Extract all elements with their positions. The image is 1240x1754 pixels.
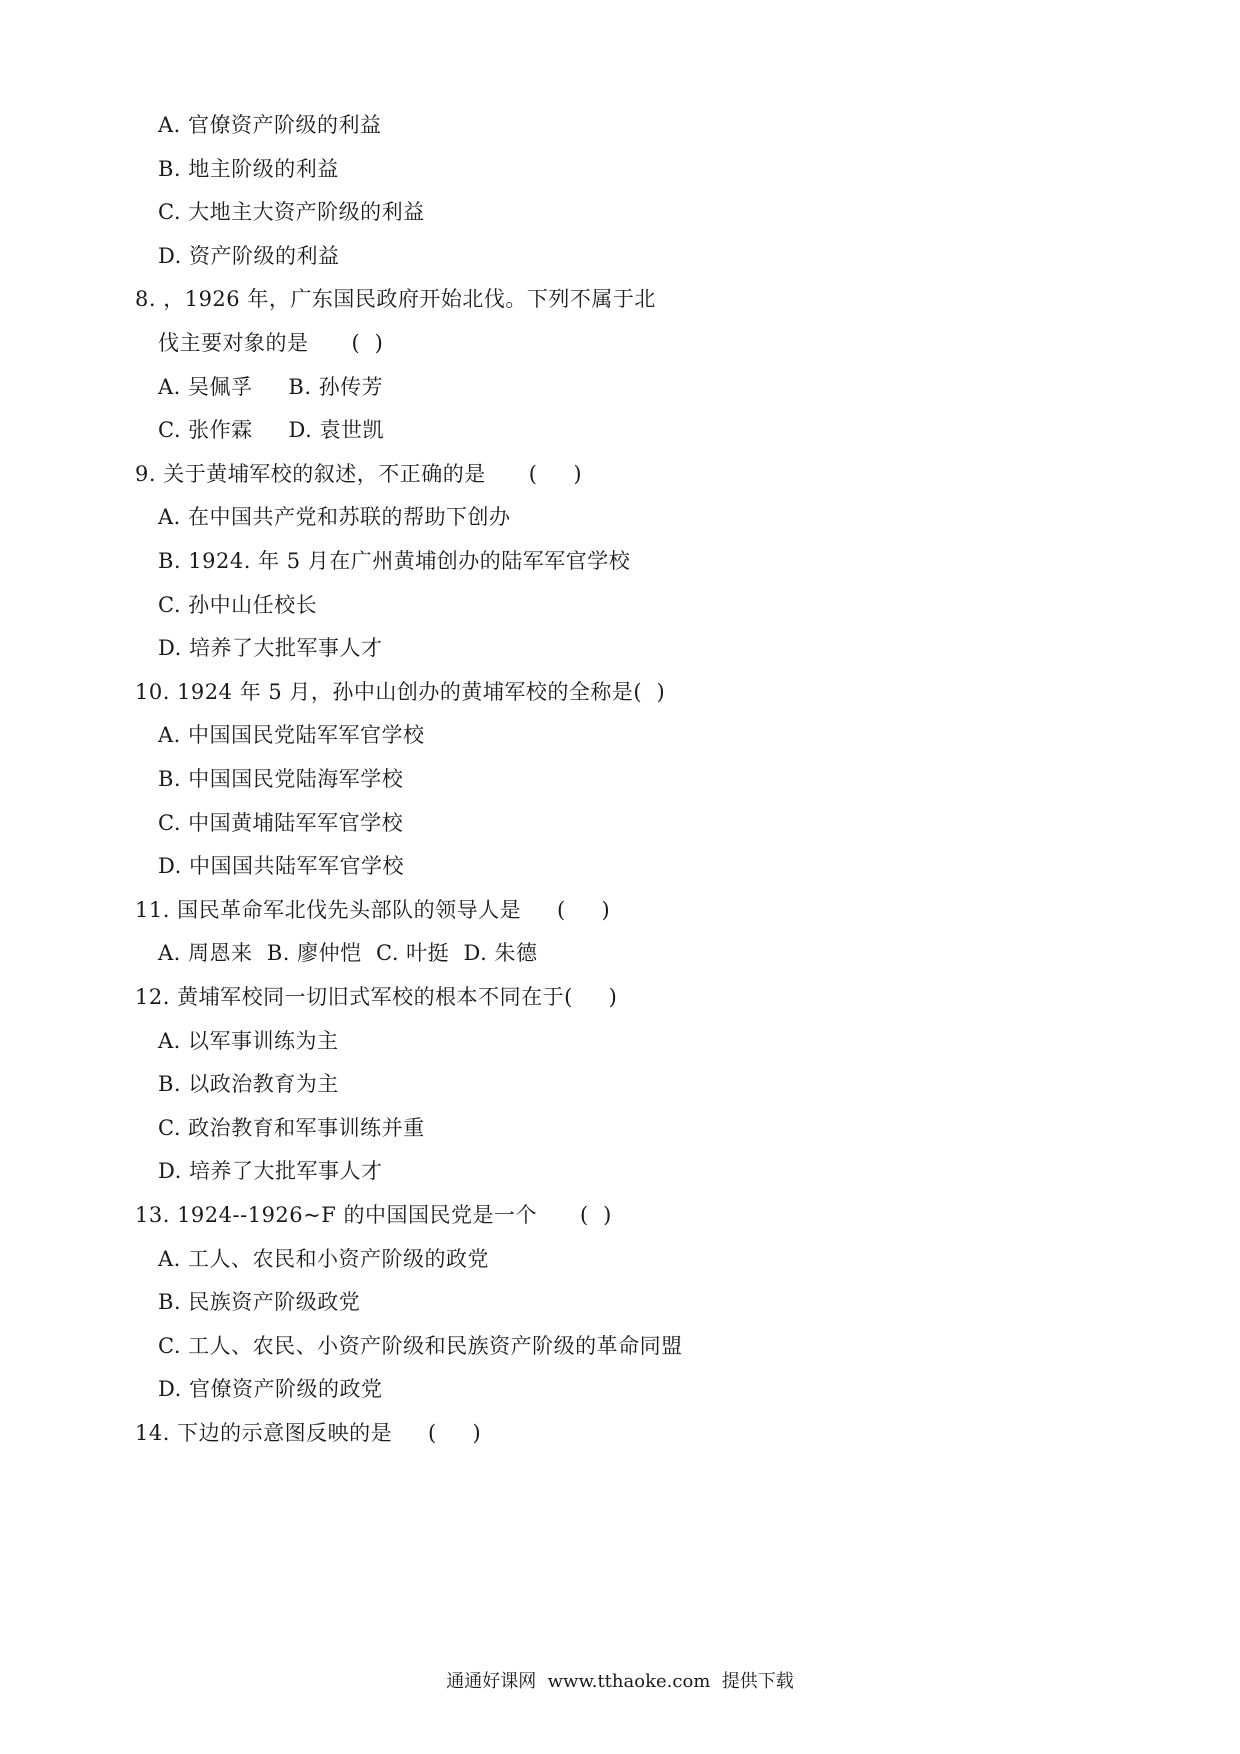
answer-option: A. 吴佩孚 B. 孙传芳	[158, 374, 384, 399]
question-stem: 8. ，1926 年，广东国民政府开始北伐。下列不属于北	[135, 287, 656, 312]
answer-option: B. 以政治教育为主	[158, 1072, 339, 1097]
answer-option: A. 周恩来 B. 廖仲恺 C. 叶挺 D. 朱德	[158, 941, 538, 966]
answer-option: A. 官僚资产阶级的利益	[158, 113, 382, 137]
answer-option: A. 工人、农民和小资产阶级的政党	[158, 1246, 490, 1271]
answer-option: D. 官僚资产阶级的政党	[158, 1377, 383, 1402]
answer-option: C. 孙中山任校长	[158, 592, 318, 617]
answer-option: D. 培养了大批军事人才	[158, 1159, 383, 1184]
question-stem: 9. 关于黄埔军校的叙述，不正确的是 ( )	[135, 461, 583, 486]
answer-option: D. 资产阶级的利益	[158, 243, 340, 268]
answer-option: C. 政治教育和军事训练并重	[158, 1115, 425, 1140]
answer-option: A. 以军事训练为主	[158, 1028, 339, 1053]
answer-option: C. 大地主大资产阶级的利益	[158, 200, 425, 225]
question-stem: 12. 黄埔军校同一切旧式军校的根本不同在于( )	[135, 985, 618, 1009]
answer-option: C. 工人、农民、小资产阶级和民族资产阶级的革命同盟	[158, 1333, 683, 1358]
answer-option: A. 在中国共产党和苏联的帮助下创办	[158, 505, 511, 530]
answer-option: B. 地主阶级的利益	[158, 156, 339, 181]
answer-option: 伐主要对象的是 ( )	[158, 331, 384, 355]
page-footer: 通通好课网 www.tthaoke.com 提供下载	[446, 1671, 794, 1692]
question-stem: 10. 1924 年 5 月，孙中山创办的黄埔军校的全称是( )	[135, 679, 666, 704]
answer-option: A. 中国国民党陆军军官学校	[158, 723, 425, 748]
answer-option: C. 中国黄埔陆军军官学校	[158, 810, 404, 835]
answer-option: D. 培养了大批军事人才	[158, 636, 383, 661]
question-stem: 13. 1924--1926~F 的中国国民党是一个 ( )	[135, 1203, 612, 1227]
answer-option: B. 1924. 年 5 月在广州黄埔创办的陆军军官学校	[158, 549, 631, 573]
answer-option: B. 中国国民党陆海军学校	[158, 767, 404, 791]
question-stem: 14. 下边的示意图反映的是 ( )	[135, 1421, 482, 1445]
answer-option: B. 民族资产阶级政党	[158, 1290, 361, 1315]
answer-option: D. 中国国共陆军军官学校	[158, 854, 404, 879]
answer-option: C. 张作霖 D. 袁世凯	[158, 418, 384, 443]
question-stem: 11. 国民革命军北伐先头部队的领导人是 ( )	[135, 897, 611, 922]
